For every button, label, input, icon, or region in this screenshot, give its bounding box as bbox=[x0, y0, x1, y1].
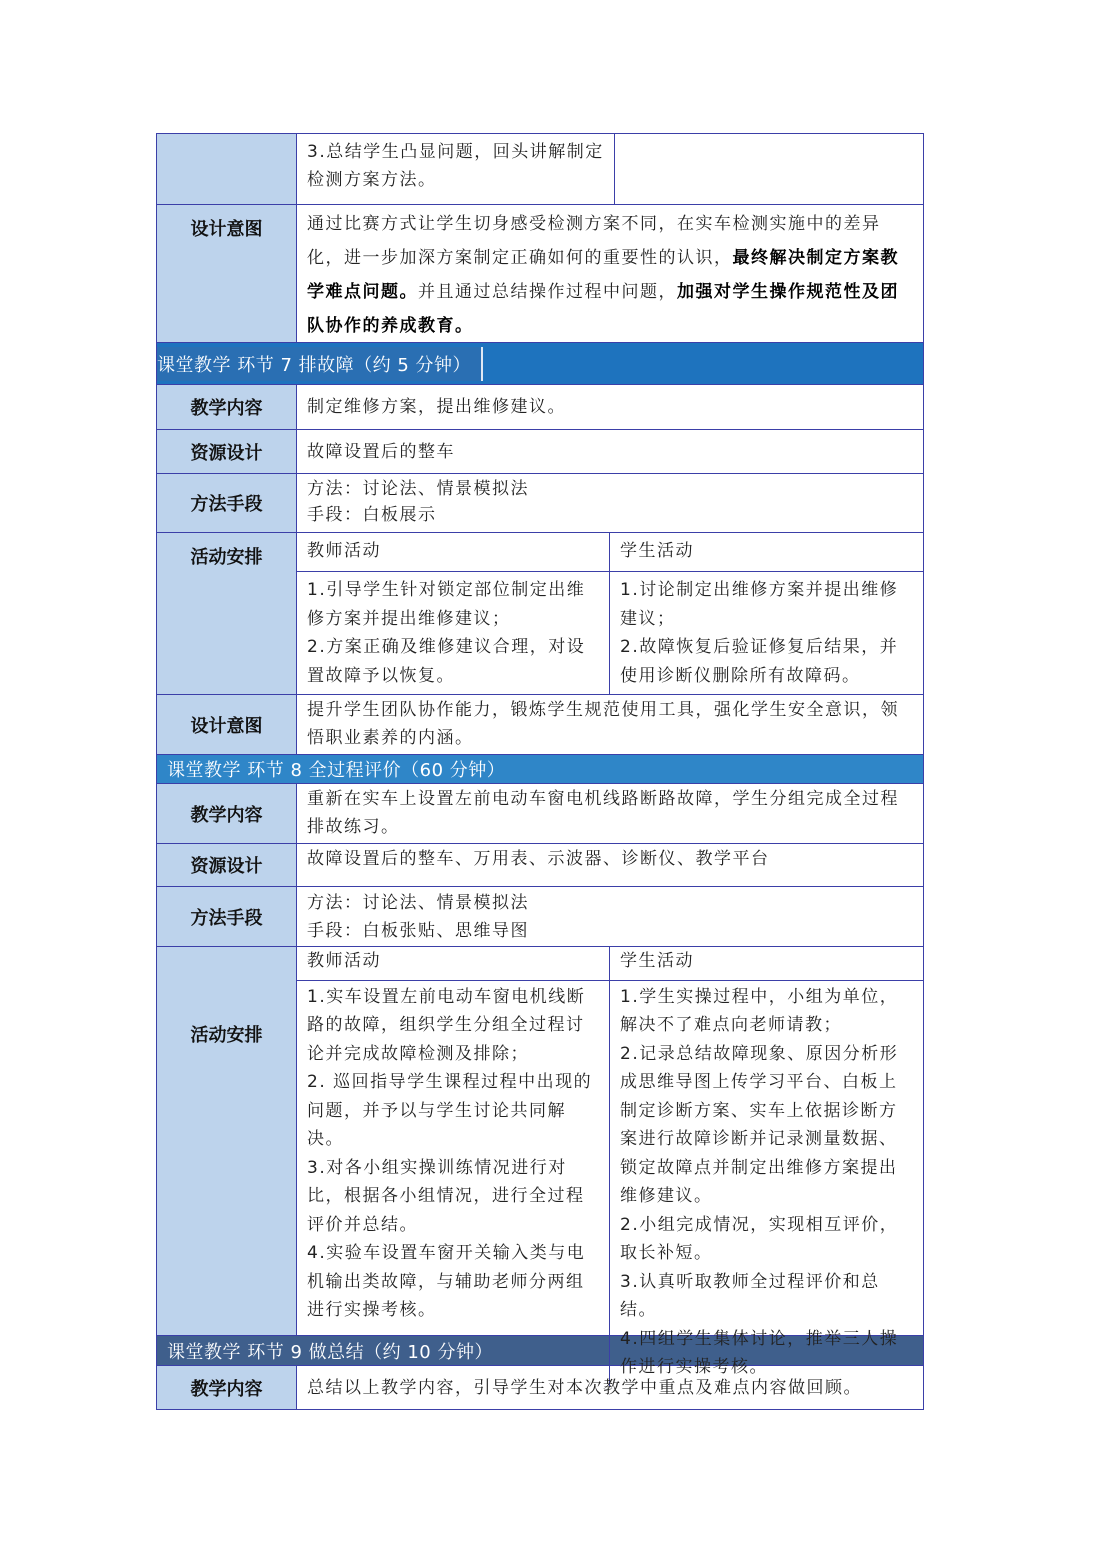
s8-content-text: 重新在实车上设置左前电动车窗电机线路断路故障，学生分组完成全过程排故练习。 bbox=[307, 789, 899, 837]
s8-content-row bbox=[156, 784, 924, 844]
s7-method-line1: 方法：讨论法、情景模拟法 bbox=[307, 479, 529, 499]
s8-content-label: 教学内容 bbox=[157, 784, 297, 843]
s8-resource-text: 故障设置后的整车、万用表、示波器、诊断仪、教学平台 bbox=[307, 849, 770, 869]
s7-activity-body bbox=[297, 572, 923, 694]
s8-resource-label: 资源设计 bbox=[157, 844, 297, 886]
section7-header bbox=[156, 343, 924, 385]
s9-content-row bbox=[156, 1366, 924, 1410]
s7-intent-label: 设计意图 bbox=[157, 695, 297, 754]
intent-bold1: 最终解决制定方案教学难点问题。 bbox=[307, 248, 899, 302]
section8-title: 课堂教学 环节 8 全过程评价（60 分钟） bbox=[167, 760, 506, 781]
s7-student-header: 学生活动 bbox=[620, 541, 694, 561]
lesson-plan-table bbox=[156, 133, 924, 1410]
s7-activity-header bbox=[297, 533, 923, 572]
s7-teacher-header: 教师活动 bbox=[297, 533, 610, 571]
empty-cell bbox=[615, 134, 923, 204]
s8-method-label: 方法手段 bbox=[157, 887, 297, 946]
continued-teacher-text: 3.总结学生凸显问题，回头讲解制定检测方案方法。 bbox=[297, 134, 615, 204]
s7-activity-grid bbox=[297, 533, 923, 694]
s8-teacher-header: 教师活动 bbox=[297, 947, 610, 980]
s8-student-text: 1.学生实操过程中，小组为单位，解决不了难点向老师请教； 2.记录总结故障现象、原因分析形成思维导图上传学习平台、白板上制定诊断方案、实车上依据诊断方案进行故障诊断并记录测量数据、锁定故障点并制定出维修方案提出维修建议。 2.小组完成情况，实现相互评价，取长补短。 3.认真听取教师全过程评价和总结。 4.四组学生集体讨论，推举三人操作进行实操考核。 bbox=[620, 986, 899, 1377]
s7-resource-label: 资源设计 bbox=[157, 430, 297, 473]
s7-method-row bbox=[156, 474, 924, 533]
s8-resource-row bbox=[156, 844, 924, 887]
s7-content-text: 制定维修方案，提出维修建议。 bbox=[307, 397, 566, 417]
s8-activity-label: 活动安排 bbox=[157, 947, 297, 1335]
s7-method-text bbox=[297, 474, 923, 532]
s7-method-label: 方法手段 bbox=[157, 474, 297, 532]
s8-method-row bbox=[156, 887, 924, 947]
s7-teacher-text: 1.引导学生针对锁定部位制定出维修方案并提出维修建议； 2.方案正确及维修建议合理，对设置故障予以恢复。 bbox=[297, 572, 610, 694]
s7-activity-label: 活动安排 bbox=[157, 533, 297, 694]
s9-content-text: 总结以上教学内容，引导学生对本次教学中重点及难点内容做回顾。 bbox=[307, 1377, 862, 1398]
s8-teacher-text: 1.实车设置左前电动车窗电机线断路的故障，组织学生分组全过程讨论并完成故障检测及排除； 2. 巡回指导学生课程过程中出现的问题，并予以与学生讨论共同解决。 3.对各小组实操训练情况进行对比，根据各小组情况，进行全过程评价并总结。 4.实验车设置车窗开关输入类与电机输出类故障，与辅助老师分两组进行实操考核。 bbox=[297, 981, 610, 1386]
s8-activity-body bbox=[297, 981, 923, 1386]
s8-method-line1: 方法：讨论法、情景模拟法 bbox=[307, 893, 529, 913]
s7-method-line2: 手段：白板展示 bbox=[307, 505, 437, 525]
continued-row bbox=[156, 133, 924, 205]
s8-activity-header bbox=[297, 947, 923, 981]
design-intent-row bbox=[156, 205, 924, 343]
intent-part2: 并且通过总结操作过程中问题， bbox=[418, 282, 677, 302]
s8-method-text bbox=[297, 887, 923, 946]
design-intent-label: 设计意图 bbox=[157, 205, 297, 342]
empty-label-cell bbox=[157, 134, 297, 204]
s8-student-header: 学生活动 bbox=[620, 951, 694, 971]
s9-content-label: 教学内容 bbox=[157, 1366, 297, 1409]
s8-method-line2: 手段：白板张贴、思维导图 bbox=[307, 921, 529, 941]
s7-intent-row bbox=[156, 695, 924, 755]
section8-header bbox=[156, 755, 924, 784]
s7-content-row bbox=[156, 385, 924, 430]
s7-activity-row bbox=[156, 533, 924, 695]
s7-student-text: 1.讨论制定出维修方案并提出维修建议； 2.故障恢复后验证修复后结果，并使用诊断仪删除所有故障码。 bbox=[620, 580, 899, 686]
section9-title: 课堂教学 环节 9 做总结（约 10 分钟） bbox=[167, 1341, 493, 1363]
s7-resource-row bbox=[156, 430, 924, 474]
s7-intent-text: 提升学生团队协作能力，锻炼学生规范使用工具，强化学生安全意识，领悟职业素养的内涵。 bbox=[307, 700, 899, 748]
design-intent-text bbox=[297, 205, 923, 342]
s7-content-label: 教学内容 bbox=[157, 385, 297, 429]
s7-resource-text: 故障设置后的整车 bbox=[307, 441, 455, 462]
section7-title: 课堂教学 环节 7 排故障（约 5 分钟） bbox=[157, 347, 483, 381]
intent-part1: 通过比赛方式让学生切身感受检测方案不同，在实车检测实施中的差异化，进一步加深方案制定正确如何的重要性的认识， bbox=[307, 214, 881, 268]
intent-bold2: 加强对学生操作规范性及团队协作的养成教育。 bbox=[307, 282, 899, 336]
